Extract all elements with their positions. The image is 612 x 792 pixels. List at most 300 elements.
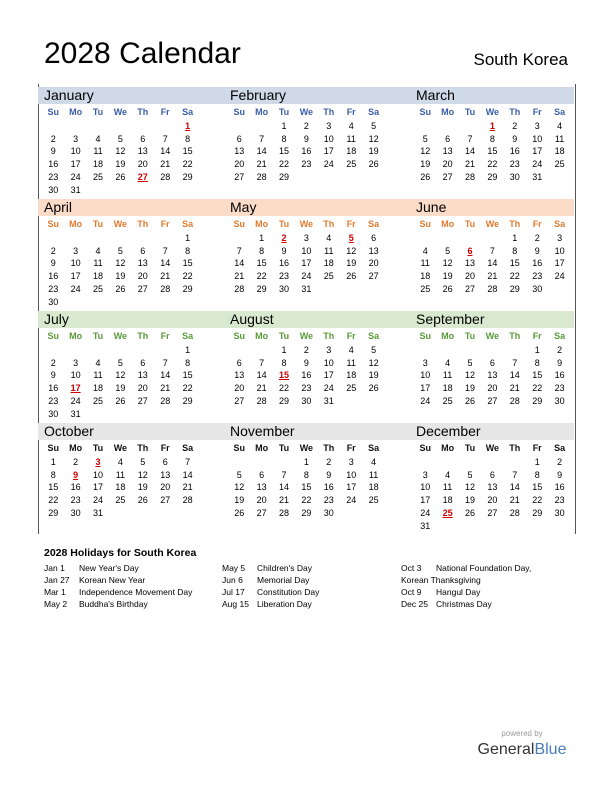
day-cell: 21 <box>509 383 520 394</box>
day-cell: 13 <box>464 258 475 269</box>
weekday-label: Sa <box>554 443 566 453</box>
day-cell: 16 <box>48 383 59 394</box>
day-cell: 15 <box>487 146 498 157</box>
day-cell: 25 <box>420 283 431 294</box>
day-cell: 7 <box>259 357 265 368</box>
day-cell: 13 <box>137 258 148 269</box>
day-cell: 8 <box>259 245 265 256</box>
day-cell: 11 <box>442 482 453 493</box>
weekday-label: Fr <box>160 107 170 117</box>
day-cell: 24 <box>346 495 357 506</box>
day-cell: 8 <box>50 469 56 480</box>
week-row <box>228 395 385 408</box>
day-cell: 19 <box>368 370 379 381</box>
day-cell: 14 <box>160 146 171 157</box>
day-cell: 20 <box>487 383 498 394</box>
day-cell: 16 <box>48 271 59 282</box>
weekday-label: Th <box>509 331 521 341</box>
weekday-label: Tu <box>464 443 476 453</box>
day-cell: 30 <box>323 507 334 518</box>
holiday-date: Jun 6 <box>222 575 243 585</box>
weekday-label: Tu <box>278 331 290 341</box>
day-cell: 6 <box>259 469 265 480</box>
weekday-label: We <box>113 219 128 229</box>
day-cell: 29 <box>301 507 312 518</box>
week-row <box>414 369 571 382</box>
day-cell: 28 <box>509 395 520 406</box>
week-row <box>414 171 571 184</box>
day-cell: 26 <box>442 283 453 294</box>
quarter-band <box>38 311 574 328</box>
day-cell: 29 <box>182 283 193 294</box>
weekday-header <box>228 218 385 231</box>
day-cell: 11 <box>324 245 334 256</box>
day-cell: 30 <box>48 408 59 419</box>
day-cell: 31 <box>70 184 81 195</box>
day-cell: 8 <box>281 357 287 368</box>
day-cell: 18 <box>368 482 379 493</box>
day-cell: 24 <box>70 395 81 406</box>
day-cell: 28 <box>234 283 245 294</box>
day-cell: 8 <box>534 469 540 480</box>
weekday-label: Su <box>419 331 431 341</box>
day-cell: 26 <box>464 395 475 406</box>
day-cell: 7 <box>162 133 168 144</box>
day-cell: 19 <box>464 495 475 506</box>
holiday-name: Independence Movement Day <box>79 587 193 597</box>
day-cell: 24 <box>532 159 543 170</box>
weekday-label: Th <box>137 331 149 341</box>
day-cell: 30 <box>532 283 543 294</box>
day-cell: 5 <box>117 245 123 256</box>
day-cell: 23 <box>323 495 334 506</box>
weekday-header <box>228 442 385 455</box>
day-cell: 13 <box>442 146 453 157</box>
day-cell: 29 <box>48 507 59 518</box>
day-cell: 7 <box>281 469 287 480</box>
day-cell: 17 <box>346 482 357 493</box>
day-cell: 27 <box>256 507 267 518</box>
weekday-label: Mo <box>255 219 269 229</box>
day-cell: 11 <box>115 469 126 480</box>
weekday-label: Sa <box>368 219 380 229</box>
weekday-label: We <box>113 107 128 117</box>
weekday-label: Sa <box>182 219 194 229</box>
week-row <box>228 145 385 158</box>
day-cell: 8 <box>489 133 495 144</box>
month-name: May <box>230 199 257 215</box>
day-cell: 1 <box>303 457 309 467</box>
weekday-label: We <box>485 107 500 117</box>
day-cell: 25 <box>346 383 357 394</box>
day-cell: 25 <box>92 171 103 182</box>
week-row <box>42 369 199 382</box>
day-cell: 6 <box>445 133 451 144</box>
day-cell: 26 <box>137 495 148 506</box>
day-cell: 30 <box>554 395 565 406</box>
day-cell: 23 <box>301 383 312 394</box>
day-cell: 21 <box>160 383 171 394</box>
weekday-label: Sa <box>368 331 380 341</box>
week-row <box>414 382 571 395</box>
day-cell: 14 <box>256 370 267 381</box>
day-cell: 9 <box>281 245 287 256</box>
day-cell: 28 <box>256 395 267 406</box>
week-row <box>228 120 385 133</box>
weekday-label: Sa <box>554 107 566 117</box>
day-cell: 4 <box>348 121 354 131</box>
day-cell: 15 <box>278 370 289 381</box>
day-cell: 18 <box>420 271 431 282</box>
weekday-label: Fr <box>346 443 356 453</box>
day-cell: 17 <box>323 146 334 157</box>
day-cell: 18 <box>323 258 334 269</box>
day-cell: 3 <box>73 133 79 144</box>
week-row <box>42 507 199 520</box>
day-cell: 10 <box>323 357 334 368</box>
day-cell: 5 <box>236 469 242 480</box>
day-cell: 4 <box>422 245 428 256</box>
day-cell: 17 <box>420 495 431 506</box>
day-cell: 22 <box>532 383 543 394</box>
day-cell: 23 <box>48 395 59 406</box>
day-cell: 19 <box>115 159 126 170</box>
weekday-label: Tu <box>464 331 476 341</box>
day-cell: 30 <box>301 395 312 406</box>
weekday-label: Mo <box>69 443 83 453</box>
day-cell: 19 <box>368 146 379 157</box>
day-cell: 31 <box>420 520 431 531</box>
week-row <box>42 296 199 309</box>
day-cell: 9 <box>73 469 79 480</box>
day-cell: 11 <box>93 258 103 269</box>
week-row <box>228 270 385 283</box>
week-row <box>42 395 199 408</box>
day-cell: 17 <box>323 370 334 381</box>
day-cell: 9 <box>534 245 540 256</box>
day-cell: 7 <box>467 133 473 144</box>
weekday-label: Tu <box>92 219 104 229</box>
weekday-label: Th <box>323 219 335 229</box>
weekday-label: Fr <box>532 219 542 229</box>
day-cell: 7 <box>162 357 168 368</box>
day-cell: 4 <box>326 233 332 243</box>
holiday-name: Children's Day <box>257 563 313 573</box>
month-name: September <box>416 311 485 327</box>
weekday-label: Fr <box>346 331 356 341</box>
week-row <box>414 456 571 469</box>
weekday-label: Mo <box>255 331 269 341</box>
weekday-header <box>228 106 385 119</box>
holiday-date: Aug 15 <box>222 599 249 609</box>
day-cell: 3 <box>422 469 428 480</box>
day-cell: 20 <box>464 271 475 282</box>
day-cell: 4 <box>117 457 123 467</box>
day-cell: 4 <box>348 345 354 355</box>
weekday-label: Fr <box>160 331 170 341</box>
day-cell: 4 <box>95 133 101 144</box>
day-cell: 29 <box>182 171 193 182</box>
day-cell: 24 <box>92 495 103 506</box>
day-cell: 4 <box>95 357 101 368</box>
day-cell: 19 <box>115 383 126 394</box>
day-cell: 2 <box>326 457 332 467</box>
day-cell: 17 <box>70 383 81 394</box>
weekday-label: Su <box>47 331 59 341</box>
day-cell: 16 <box>48 159 59 170</box>
day-cell: 24 <box>420 395 431 406</box>
week-row <box>228 245 385 258</box>
day-cell: 5 <box>467 469 473 480</box>
day-cell: 12 <box>368 357 379 368</box>
weekday-label: Sa <box>182 331 194 341</box>
day-cell: 25 <box>92 283 103 294</box>
weekday-label: Su <box>47 107 59 117</box>
holiday-date: Oct 3 <box>401 563 422 573</box>
month-name: March <box>416 87 455 103</box>
weekday-label: Fr <box>532 107 542 117</box>
generalblue-logo[interactable] <box>476 740 568 760</box>
day-cell: 27 <box>137 283 148 294</box>
day-cell: 30 <box>554 507 565 518</box>
day-cell: 7 <box>512 469 518 480</box>
day-cell: 15 <box>509 258 520 269</box>
day-cell: 27 <box>464 283 475 294</box>
day-cell: 2 <box>73 457 79 467</box>
day-cell: 25 <box>442 507 453 518</box>
weekday-label: We <box>485 219 500 229</box>
week-row <box>42 120 199 133</box>
week-row <box>42 145 199 158</box>
day-cell: 13 <box>256 482 267 493</box>
day-cell: 23 <box>70 495 81 506</box>
day-cell: 18 <box>346 146 357 157</box>
day-cell: 14 <box>487 258 498 269</box>
day-cell: 26 <box>234 507 245 518</box>
weekday-label: Mo <box>69 107 83 117</box>
logo-blue: Blue <box>534 741 567 758</box>
weekday-label: We <box>299 443 314 453</box>
day-cell: 8 <box>303 469 309 480</box>
day-cell: 28 <box>256 171 267 182</box>
week-row <box>414 520 571 533</box>
day-cell: 8 <box>185 133 191 144</box>
holiday-name: National Foundation Day, <box>436 563 532 573</box>
day-cell: 8 <box>281 133 287 144</box>
day-cell: 11 <box>93 370 103 381</box>
day-cell: 2 <box>557 457 563 467</box>
weekday-header <box>228 330 385 343</box>
week-row <box>414 257 571 270</box>
day-cell: 3 <box>95 457 101 467</box>
day-cell: 25 <box>368 495 379 506</box>
day-cell: 4 <box>445 357 451 368</box>
day-cell: 6 <box>467 245 473 256</box>
day-cell: 16 <box>509 146 520 157</box>
day-cell: 4 <box>371 457 377 467</box>
weekday-header <box>42 106 199 119</box>
week-row <box>228 382 385 395</box>
day-cell: 22 <box>182 383 193 394</box>
week-row <box>414 145 571 158</box>
day-cell: 20 <box>137 159 148 170</box>
holiday-name: Constitution Day <box>257 587 320 597</box>
holiday-date: Jan 1 <box>44 563 65 573</box>
week-row <box>42 171 199 184</box>
month-name: July <box>44 311 69 327</box>
day-cell: 20 <box>137 271 148 282</box>
month-name: February <box>230 87 287 103</box>
week-row <box>42 408 199 421</box>
day-cell: 29 <box>532 507 543 518</box>
day-cell: 10 <box>346 469 357 480</box>
day-cell: 29 <box>509 283 520 294</box>
month-name: December <box>416 423 481 439</box>
day-cell: 18 <box>442 383 453 394</box>
day-cell: 22 <box>532 495 543 506</box>
week-row <box>42 494 199 507</box>
day-cell: 20 <box>442 159 453 170</box>
day-cell: 21 <box>487 271 498 282</box>
day-cell: 25 <box>442 395 453 406</box>
holiday-date: Oct 9 <box>401 587 422 597</box>
day-cell: 2 <box>281 233 287 243</box>
week-row <box>42 456 199 469</box>
week-row <box>228 257 385 270</box>
day-cell: 21 <box>509 495 520 506</box>
weekday-header <box>414 106 571 119</box>
day-cell: 20 <box>368 258 379 269</box>
day-cell: 10 <box>420 370 431 381</box>
day-cell: 18 <box>92 383 103 394</box>
day-cell: 18 <box>115 482 126 493</box>
day-cell: 18 <box>92 159 103 170</box>
month-name: June <box>416 199 447 215</box>
weekday-label: Mo <box>255 443 269 453</box>
day-cell: 17 <box>70 271 81 282</box>
holiday-date: Jan 27 <box>44 575 70 585</box>
day-cell: 22 <box>301 495 312 506</box>
day-cell: 20 <box>137 383 148 394</box>
day-cell: 13 <box>368 245 379 256</box>
weekday-label: Th <box>509 443 521 453</box>
week-row <box>228 171 385 184</box>
day-cell: 13 <box>234 146 245 157</box>
week-row <box>42 469 199 482</box>
day-cell: 12 <box>115 146 126 157</box>
day-cell: 6 <box>140 357 146 368</box>
day-cell: 28 <box>160 171 171 182</box>
day-cell: 5 <box>117 357 123 368</box>
week-row <box>414 494 571 507</box>
day-cell: 2 <box>50 133 56 144</box>
day-cell: 17 <box>92 482 103 493</box>
weekday-label: We <box>485 331 500 341</box>
day-cell: 29 <box>278 171 289 182</box>
holiday-name: Buddha's Birthday <box>79 599 148 609</box>
day-cell: 17 <box>301 258 312 269</box>
day-cell: 13 <box>487 370 498 381</box>
day-cell: 22 <box>278 383 289 394</box>
day-cell: 13 <box>234 370 245 381</box>
weekday-label: Su <box>233 443 245 453</box>
powered-by-label: powered by <box>501 729 543 738</box>
day-cell: 13 <box>137 146 148 157</box>
week-row <box>42 344 199 357</box>
weekday-header <box>414 330 571 343</box>
day-cell: 11 <box>554 133 565 144</box>
holiday-name: Christmas Day <box>436 599 492 609</box>
day-cell: 29 <box>256 283 267 294</box>
day-cell: 7 <box>185 457 191 467</box>
weekday-label: Su <box>419 219 431 229</box>
day-cell: 25 <box>115 495 126 506</box>
day-cell: 14 <box>234 258 245 269</box>
weekday-label: Tu <box>464 219 476 229</box>
week-row <box>414 245 571 258</box>
day-cell: 5 <box>445 245 451 256</box>
day-cell: 9 <box>303 133 309 144</box>
weekday-label: We <box>299 219 314 229</box>
day-cell: 12 <box>234 482 245 493</box>
day-cell: 24 <box>70 283 81 294</box>
day-cell: 12 <box>368 133 379 144</box>
day-cell: 19 <box>137 482 148 493</box>
weekday-label: Fr <box>346 107 356 117</box>
day-cell: 2 <box>557 345 563 355</box>
holiday-name: Korean New Year <box>79 575 146 585</box>
day-cell: 26 <box>368 159 379 170</box>
day-cell: 21 <box>160 271 171 282</box>
day-cell: 24 <box>323 383 334 394</box>
day-cell: 7 <box>162 245 168 256</box>
holiday-name: Hangul Day <box>436 587 481 597</box>
page-title: 2028 Calendar <box>44 37 241 70</box>
month-name: November <box>230 423 295 439</box>
day-cell: 11 <box>93 146 103 157</box>
weekday-label: Sa <box>554 219 566 229</box>
day-cell: 10 <box>70 146 81 157</box>
day-cell: 14 <box>256 146 267 157</box>
weekday-label: Fr <box>160 219 170 229</box>
day-cell: 1 <box>512 233 518 243</box>
week-row <box>228 158 385 171</box>
weekday-label: We <box>299 107 314 117</box>
day-cell: 28 <box>509 507 520 518</box>
day-cell: 21 <box>464 159 475 170</box>
week-row <box>414 357 571 370</box>
day-cell: 14 <box>509 482 520 493</box>
weekday-label: Th <box>323 107 335 117</box>
day-cell: 21 <box>256 383 267 394</box>
weekday-header <box>42 330 199 343</box>
day-cell: 3 <box>534 121 540 131</box>
week-row <box>414 158 571 171</box>
holiday-date: Dec 25 <box>401 599 428 609</box>
day-cell: 27 <box>487 395 498 406</box>
weekday-label: Th <box>323 443 335 453</box>
weekday-label: Su <box>233 107 245 117</box>
weekday-label: Su <box>233 219 245 229</box>
weekday-label: Mo <box>69 219 83 229</box>
day-cell: 1 <box>534 345 540 355</box>
day-cell: 30 <box>48 296 59 307</box>
day-cell: 9 <box>50 370 56 381</box>
weekday-label: Fr <box>532 443 542 453</box>
day-cell: 7 <box>236 245 242 256</box>
day-cell: 19 <box>442 271 453 282</box>
day-cell: 1 <box>50 457 56 467</box>
